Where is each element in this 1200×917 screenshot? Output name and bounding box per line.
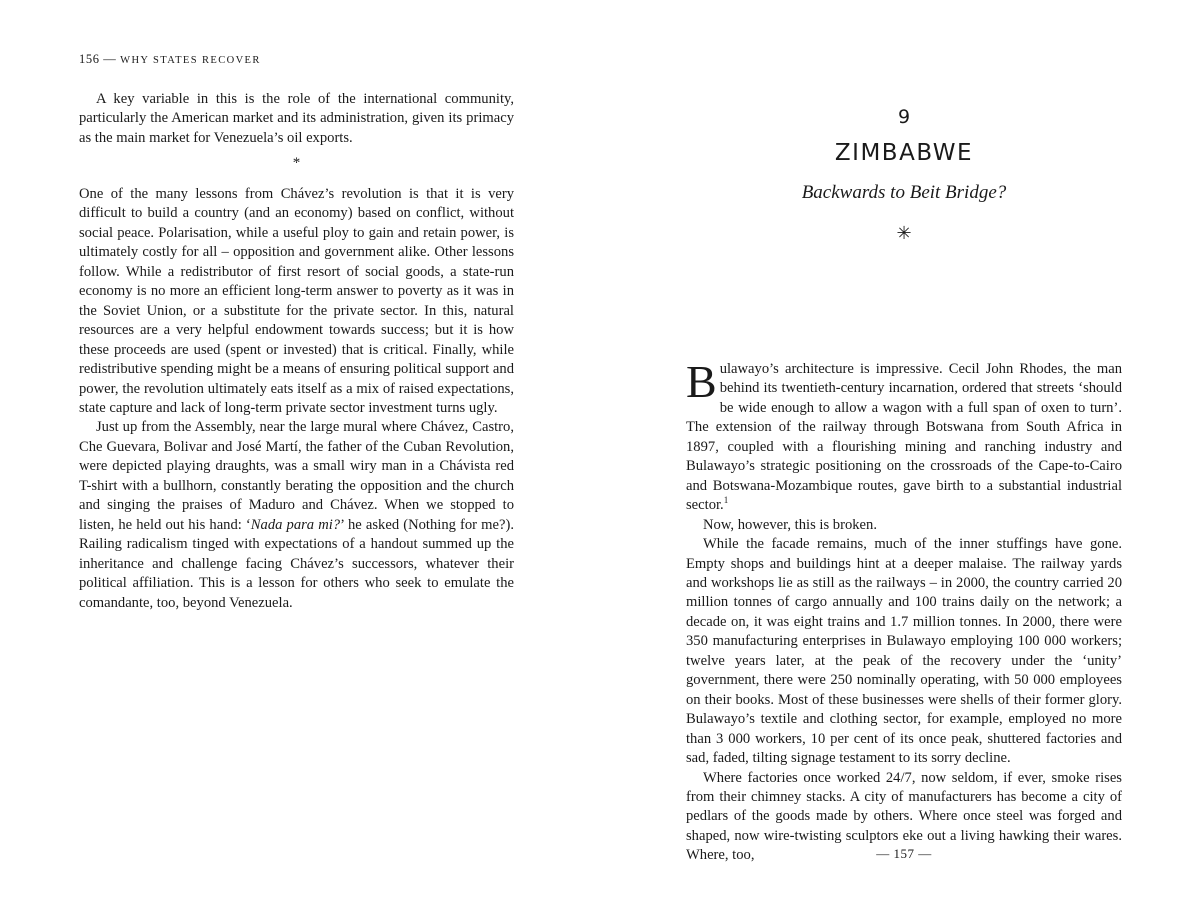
running-head-title: WHY STATES RECOVER [120,55,261,66]
paragraph-text: Just up from the Assembly, near the large mural where Chávez, Castro, Che Guevara, Bolivar and José Martí, the father of the Cuban Revolution, were depicted playing draughts, was a small wiry man in a Chávista red T-shirt with a bullhorn, constantly berating the opposition and the church and singing the praises of Maduro and Chávez. When we stopped to listen, he held out his hand: ‘ [79,419,514,533]
left-text-main [79,185,514,613]
scene-break-asterisk: * [292,155,301,171]
ornament-asterisk: ✳ [896,223,912,243]
running-head-separator: — [103,52,117,66]
paragraph: While the facade remains, much of the inner stuffings have gone. Empty shops and buildings hint at a deeper malaise. The railway yards and workshops lie as still as the railways – in 2000, the country carried 20 million tonnes of cargo annually and 100 trains daily on the network; a decade on, it was eight trains and 1.7 million tonnes. In 2000, there were 350 manufacturing enterprises in Bulawayo employing 100 000 workers; twelve years later, at the peak of the recovery under the ‘unity’ government, there were 250 nominally operating, with 50 000 employees on their books. Most of these businesses were shells of their former glory. Bulawayo’s textile and clothing sector, for example, employed no more than 3 000 workers, 10 per cent of its once peak, shuttered factories and sad, faded, tilting signage testament to its sorry decline. [686,536,1122,767]
paragraph: One of the many lessons from Chávez’s revolution is that it is very difficult to build a country (and an economy) based on conflict, without social peace. Polarisation, while a useful ploy to gain and retain power, is ultimately costly for all – opposition and government alike. Other lessons follow. While a redistributor of first resort of social goods, a state-run economy is no more an efficient long-term answer to poverty as it was in the Soviet Union, or a substitute for the private sector. In this, natural resources are a very helpful endowment towards success; but it is how these proceeds are used (spent or invested) that is critical. Finally, while redistributive spending might be a means of ensuring political support and power, the revolution ultimately eats itself as a mix of raised expectations, state capture and lack of long-term private sector investment turns ugly. [79,186,514,416]
page-folio: — 157 — [876,846,932,861]
left-text-top [79,90,514,148]
chapter-title: ZIMBABWE [834,140,974,166]
chapter-subtitle: Backwards to Beit Bridge? [801,182,1007,203]
paragraph [79,418,514,613]
running-head [79,52,261,67]
right-text-main [686,356,1122,866]
chapter-number: 9 [897,106,911,128]
paragraph-text: ulawayo’s architecture is impressive. Cecil John Rhodes, the man behind its twentieth-century incarnation, ordered that streets ‘should be wide enough to allow a wagon with a full span of oxen to turn’. The extension of the railway through Botswana from South Africa in 1897, coupled with a flourishing mining and ranching industry and Bulawayo’s strategic positioning on the crossroads of the Cape-to-Cairo and Botswana-Mozambique routes, gave birth to a substantial industrial sector. [686,361,1122,514]
drop-cap: B [686,356,717,407]
paragraph: Where factories once worked 24/7, now seldom, if ever, smoke rises from their chimney stacks. A city of manufacturers has become a city of pedlars of the goods made by others. Where once steel was forged and shaped, now wire-twisting sculptors eke out a living hawking their wares. Where, too, [686,769,1122,864]
footnote-reference: 1 [723,495,729,506]
paragraph: Now, however, this is broken. [703,516,877,533]
paragraph [686,356,1122,516]
paragraph: A key variable in this is the role of the international community, particularly the American market and its administration, given its primacy as the main market for Venezuela’s oil exports. [79,91,514,146]
page-number: 156 [79,52,100,66]
italic-quote: Nada para mi? [250,516,341,533]
paragraph-text: ’ he asked (Nothing for me?). Railing radicalism tinged with expectations of a handout summed up the inheritance and challenge facing Chávez’s successors, whatever their political affiliation. This is a lesson for others who seek to emulate the comandante, too, beyond Venezuela. [79,516,514,611]
